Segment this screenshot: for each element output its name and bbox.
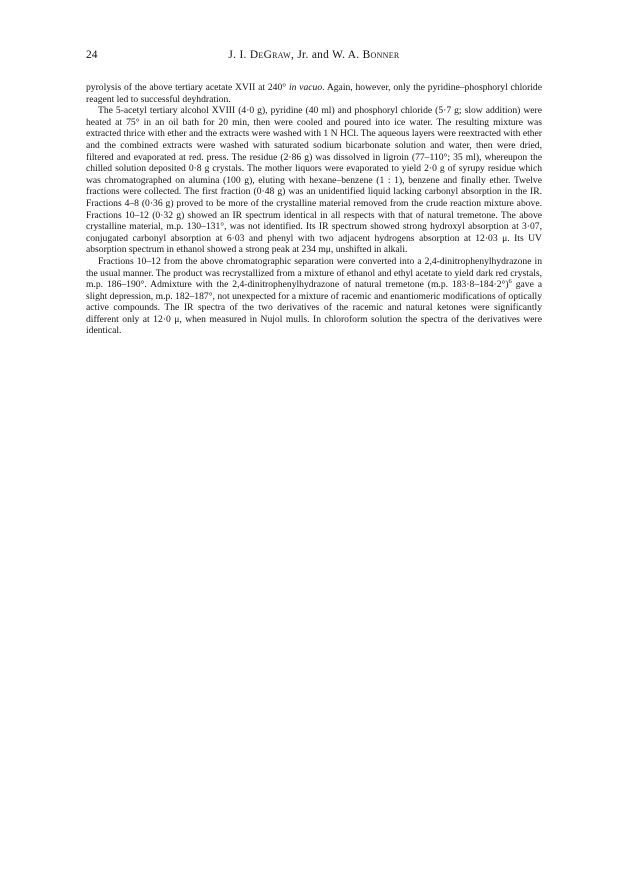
author-part: e [258,49,264,61]
author-part: onner [370,49,400,61]
paragraph-dehydration-procedure: The 5-acetyl tertiary alcohol XVIII (4·0 g), pyridine (40 ml) and phosphoryl chloride (5·7 g; slow addition) were heated at 75° in an oil bath for 20 min, then were cooled and poured into ice water. The resulting mixture was extracted thrice with ether and the extracts were washed with 1 N HCl. The aqueous layers were reextracted with ether and the combined extracts were washed with saturated sodium bicarbonate solution and water, then were dried, filtered and evaporated at red. press. The residue (2·86 g) was dissolved in ligroin (77–110°; 35 ml), whereupon the chilled solution deposited 0·8 g crystals. The mother liquors were evaporated to yield 2·0 g of syrupy residue which was chromatographed on alumina (100 g), eluting with hexane–benzene (1 : 1), benzene and finally ether. Twelve fractions were collected. The first fraction (0·48 g) was an unidentified liquid lacking carbonyl absorption in the IR. Fractions 4–8 (0·36 g) proved to be more of the crystalline material removed from the crude reaction mixture above. Fractions 10–12 (0·32 g) showed an IR spectrum identical in all respects with that of natural tremetone. The above crystalline material, m.p. 130–131°, was not identified. Its IR spectrum showed strong hydroxyl absorption at 3·07, conjugated carbonyl absorption at 6·03 and phenyl with two adjacent hydrogens absorption at 12·03 μ. Its UV absorption spectrum in ethanol showed a strong peak at 234 mμ, unshifted in alkali. [86,105,542,256]
text-run-italic: in vacuo [288,82,323,93]
page-number: 24 [86,49,98,61]
paragraph-dinitrophenylhydrazone [86,256,542,337]
text-run: . Again, however, only the pyridine–phosphoryl chloride reagent led to successful deyhdration. [86,82,542,105]
author-part: G [263,49,273,61]
text-run: pyrolysis of the above tertiary acetate XVII at 240° [86,82,289,93]
page-header [86,49,542,65]
body-text [86,82,542,337]
footnote-reference: 6 [508,278,512,286]
text-run: gave a slight depression, m.p. 182–187°, not unexpected for a mixture of racemic and enantiomeric modifications of optically active compounds. The IR spectra of the two derivatives of the racemic and natural ketones were significantly different only at 12·0 μ, when measured in Nujol mulls. In chloroform solution the spectra of the derivatives were identical. [86,279,543,337]
running-head-authors [86,49,542,61]
author-part: J. I. D [228,49,259,61]
author-part: raw [272,49,292,61]
text-run: Fractions 10–12 from the above chromatographic separation were converted into a 2,4-dinitrophenylhydrazone in the usual manner. The product was recrystallized from a mixture of ethanol and ethyl acetate to yield dark red crystals, m.p. 186–190°. Admixture with the 2,4-dinitrophenylhydrazone of natural tremetone (m.p. 183·8–184·2°) [86,255,542,291]
author-part: , Jr. and W. A. B [291,49,371,61]
paragraph-continued [86,82,542,105]
